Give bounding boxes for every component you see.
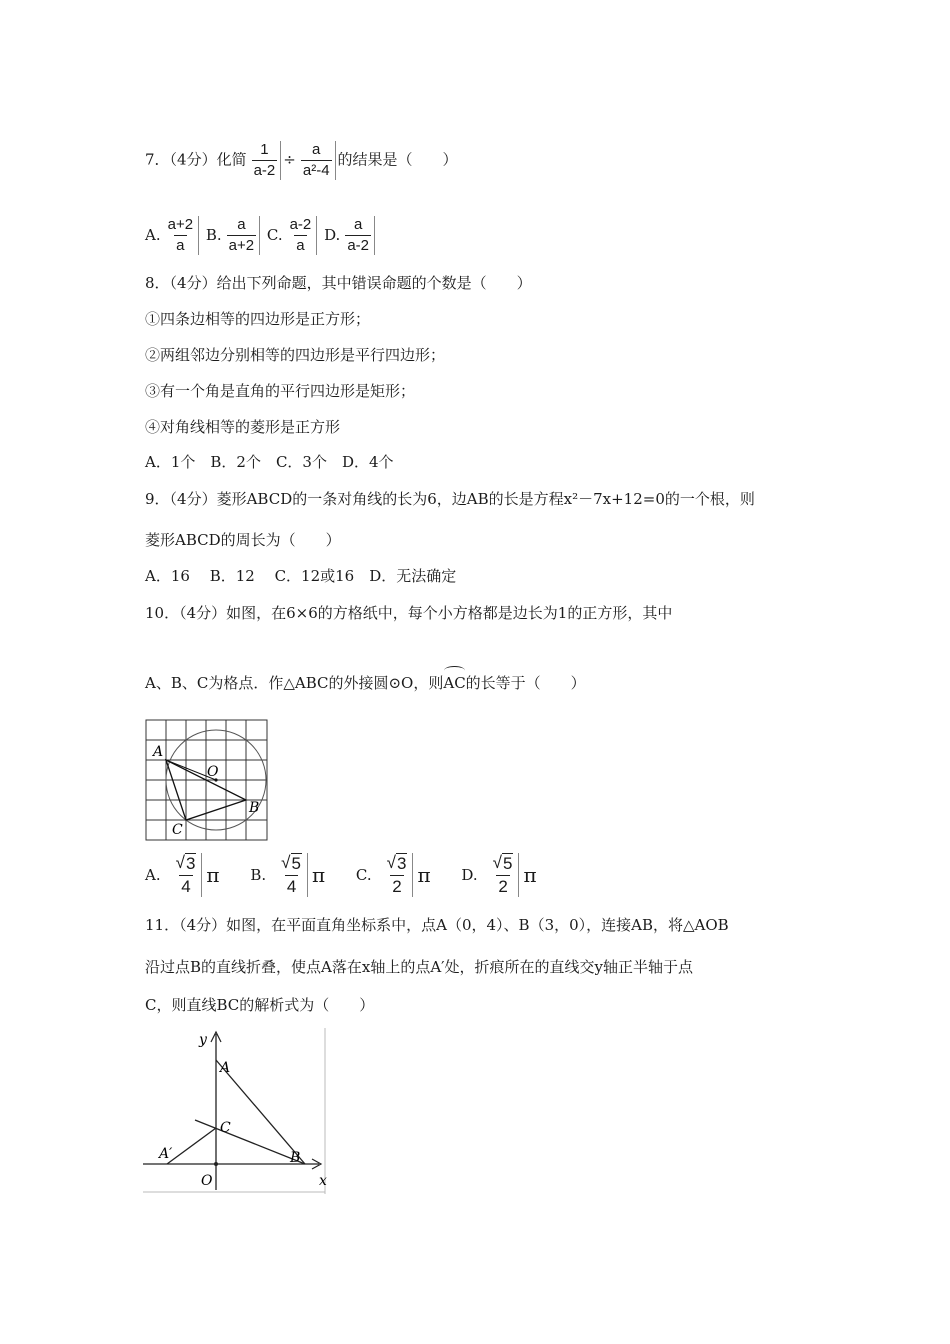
label-b: B [290, 1150, 301, 1166]
q7-option-b-frac: $\frac{a}{a+2}$ [224, 216, 260, 255]
label-a-prime: A′ [159, 1146, 173, 1162]
q7-option-c-frac: $\frac{a-2}{a}$ [285, 216, 318, 255]
label-a: A [220, 1060, 231, 1076]
q7-stem: 7．（4分）化简 $\frac{1}{a-2}$ ÷ $\frac{a}{\text{a²-4}}$ 的结果是（ ） [145, 141, 458, 179]
q7-option-a[interactable]: A. $\frac{a+2}{a}$ [145, 226, 201, 244]
label-o: O [201, 1173, 213, 1189]
q7-option-d[interactable]: D. $\frac{a}{a-2}$ [324, 226, 377, 244]
q9-stem-line2: 菱形ABCD的周长为（ ） [145, 531, 341, 549]
q10-option-b[interactable]: B. √ 5 4 π [250, 853, 326, 896]
q10-options [145, 853, 563, 897]
q10-stem-line2: A、B、C为格点．作△ABC的外接圆⊙O，则AC的长等于（ ） [145, 674, 586, 692]
q7-option-a-frac: $\frac{a+2}{a}$ [163, 216, 199, 255]
q10-stem-line1: 10．（4分）如图，在6×6的方格纸中，每个小方格都是边长为1的正方形，其中 [145, 604, 673, 622]
q10-option-d-frac: √ 5 2 [488, 853, 520, 897]
label-o: O [207, 764, 219, 780]
q10-option-d[interactable]: D. √ 5 2 π [461, 853, 537, 896]
label-c: C [172, 822, 183, 838]
q7-option-b[interactable]: B. $\frac{a}{a+2}$ [206, 226, 262, 244]
arc-ac: AC [443, 674, 466, 692]
label-a: A [153, 744, 164, 760]
q8-item-2: ②两组邻边分别相等的四边形是平行四边形； [145, 346, 446, 364]
q8-item-1: ①四条边相等的四边形是正方形； [145, 310, 371, 328]
q8-options[interactable]: A．1个 B．2个 C．3个 D．4个 [145, 453, 394, 471]
q7-options [145, 216, 377, 255]
label-c: C [220, 1120, 231, 1136]
q10-option-a[interactable]: A. √ 3 4 π [145, 853, 220, 896]
q7-fraction-2: $\frac{a}{\text{a²-4}}$ [298, 141, 336, 180]
q10-grid-figure [145, 718, 269, 842]
q9-stem-line1: 9．（4分）菱形ABCD的一条对角线的长为6，边AB的长是方程x²－7x+12=0的一个根，则 [145, 490, 755, 508]
q11-coordinate-figure [143, 1028, 328, 1194]
q8-item-3: ③有一个角是直角的平行四边形是矩形； [145, 382, 416, 400]
q9-options[interactable]: A．16 B．12 C．12或16 D．无法确定 [145, 567, 457, 585]
q10-option-b-frac: √ 5 4 [276, 853, 308, 897]
q10-option-c-frac: √ 3 2 [382, 853, 414, 897]
q8-stem: 8．（4分）给出下列命题，其中错误命题的个数是（ ） [145, 274, 532, 292]
label-b: B [249, 800, 260, 816]
q11-stem-line1: 11．（4分）如图，在平面直角坐标系中，点A（0，4）、B（3，0），连接AB，将△AOB [145, 916, 729, 934]
label-x-axis: x [319, 1173, 327, 1189]
label-y-axis: y [199, 1032, 207, 1048]
q7-fraction-1: $\frac{1}{a-2}$ [249, 141, 282, 180]
q10-option-c[interactable]: C. √ 3 2 π [355, 853, 431, 896]
q11-stem-line2: 沿过点B的直线折叠，使点A落在x轴上的点A′处，折痕所在的直线交y轴正半轴于点 [145, 958, 694, 976]
q11-stem-line3: C，则直线BC的解析式为（ ） [145, 996, 375, 1014]
q7-option-d-frac: $\frac{a}{a-2}$ [342, 216, 375, 255]
q10-option-a-frac: √ 3 4 [171, 853, 203, 897]
q8-item-4: ④对角线相等的菱形是正方形 [145, 418, 341, 436]
q7-option-c[interactable]: C. $\frac{a-2}{a}$ [267, 226, 319, 244]
